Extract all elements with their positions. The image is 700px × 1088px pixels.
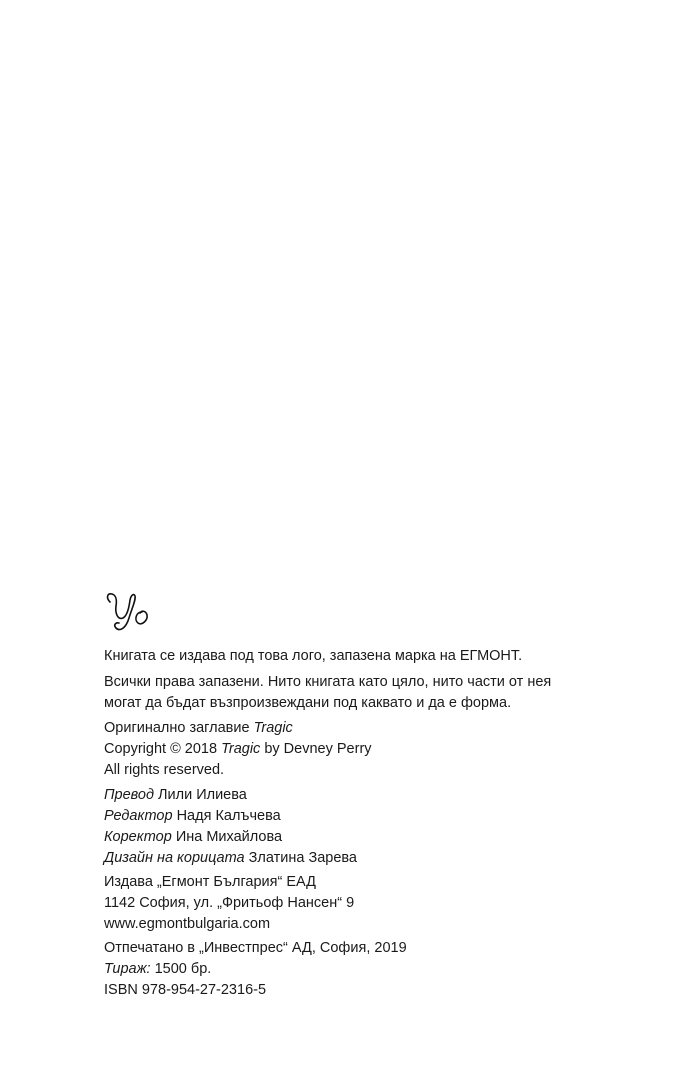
publisher-website: www.egmontbulgaria.com <box>104 916 271 932</box>
original-title: Tragic <box>253 720 293 736</box>
print-run <box>104 959 594 980</box>
rights-line-1: Всички права запазени. Нито книгата като цяло, нито части от нея <box>104 674 552 690</box>
print-block <box>104 938 594 1001</box>
rights-line-2: могат да бъдат възпроизвеждани под каквато и да е форма. <box>104 695 512 711</box>
credit-name: Златина Зарева <box>248 850 358 866</box>
credits-block <box>104 785 594 869</box>
credit-name: Ина Михайлова <box>175 829 283 845</box>
print-run-label: Тираж: <box>104 961 151 977</box>
all-rights-reserved: All rights reserved. <box>104 762 225 778</box>
copyright-title: Tragic <box>221 741 261 757</box>
publisher-address: 1142 София, ул. „Фритьоф Нансен“ 9 <box>104 895 355 911</box>
printed-by: Отпечатано в „Инвестпрес“ АД, София, 2019 <box>104 940 407 956</box>
original-title-line <box>104 718 594 739</box>
credit-cover-design <box>104 848 594 869</box>
logo-note: Книгата се издава под това лого, запазена марка на ЕГМОНТ. <box>104 648 523 664</box>
credit-role: Превод <box>104 787 154 803</box>
logo-note-block <box>104 646 594 667</box>
credit-name: Лили Илиева <box>158 787 247 803</box>
publisher-logo <box>104 590 156 639</box>
original-block <box>104 718 594 781</box>
credit-name: Надя Калъчева <box>176 808 281 824</box>
credit-role: Дизайн на корицата <box>104 850 245 866</box>
copyright-prefix: Copyright © 2018 <box>104 741 218 757</box>
publisher-name: Издава „Егмонт България“ ЕАД <box>104 874 316 890</box>
publisher-logo-mark <box>104 590 156 632</box>
publisher-block <box>104 872 594 935</box>
copyright-line <box>104 739 594 760</box>
credit-editor <box>104 806 594 827</box>
original-title-label: Оригинално заглавие <box>104 720 250 736</box>
isbn: ISBN 978-954-27-2316-5 <box>104 982 267 998</box>
copyright-suffix: by Devney Perry <box>264 741 372 757</box>
credit-proofreader <box>104 827 594 848</box>
credit-translation <box>104 785 594 806</box>
rights-block <box>104 672 594 714</box>
print-run-value: 1500 бр. <box>154 961 212 977</box>
credit-role: Редактор <box>104 808 173 824</box>
credit-role: Коректор <box>104 829 172 845</box>
